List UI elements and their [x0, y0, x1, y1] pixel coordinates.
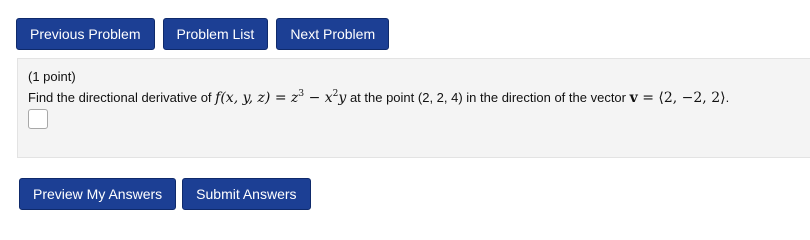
- previous-problem-button[interactable]: Previous Problem: [16, 18, 155, 50]
- function-z: z: [291, 90, 299, 106]
- exponent-2: 2: [332, 89, 339, 99]
- question-text-start: Find the directional derivative of: [28, 90, 216, 105]
- function-minus-x: − x: [304, 90, 333, 106]
- question-text-middle: at the point (2, 2, 4) in the direction of the vector: [346, 90, 630, 105]
- exponent-3: 3: [298, 89, 305, 99]
- problem-navigation: [16, 18, 389, 50]
- preview-answers-button[interactable]: Preview My Answers: [19, 178, 176, 210]
- answer-input[interactable]: [28, 109, 48, 129]
- function-expression: [215, 90, 346, 106]
- next-problem-button[interactable]: Next Problem: [276, 18, 389, 50]
- function-y: y: [338, 90, 347, 106]
- vector-expression: [630, 90, 726, 106]
- vector-value: = ⟨2, −2, 2⟩: [637, 90, 726, 106]
- submit-answers-button[interactable]: Submit Answers: [182, 178, 310, 210]
- answer-actions: [19, 178, 311, 210]
- vector-name: v: [629, 90, 638, 106]
- problem-statement: [28, 89, 729, 106]
- problem-points: (1 point): [28, 69, 76, 84]
- problem-panel: [17, 58, 810, 158]
- problem-list-button[interactable]: Problem List: [163, 18, 269, 50]
- question-text-end: .: [725, 90, 730, 105]
- function-lhs: f(x, y, z) =: [215, 90, 292, 106]
